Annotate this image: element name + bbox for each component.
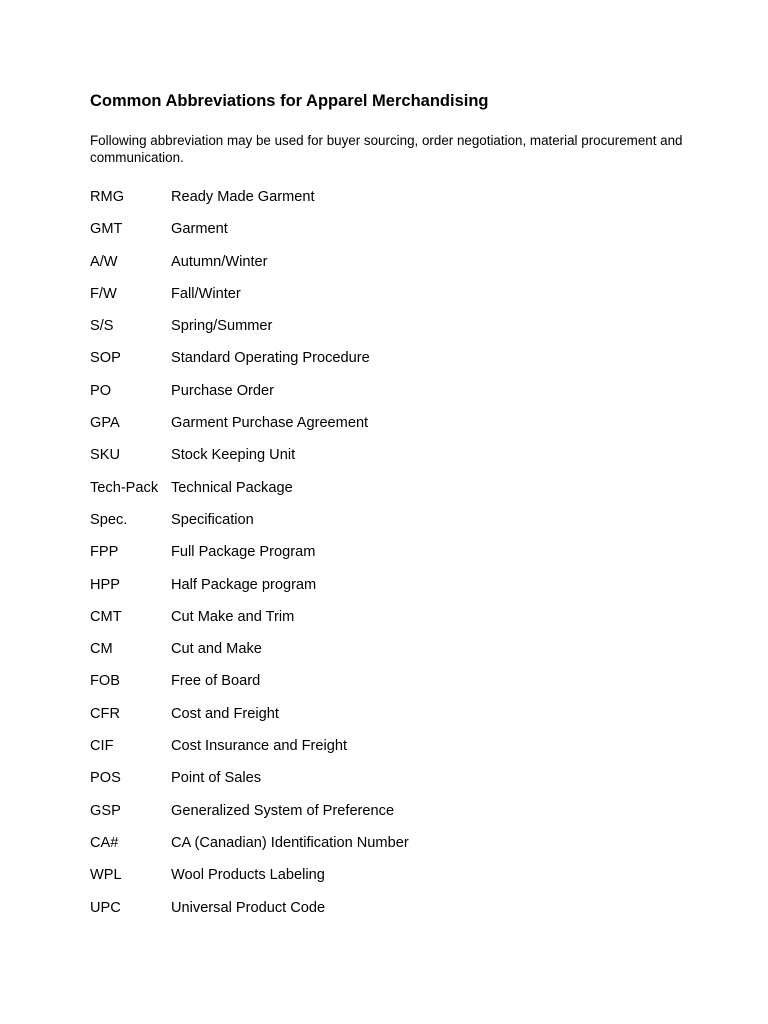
abbreviation: GMT <box>90 221 123 238</box>
list-item <box>90 412 690 444</box>
abbreviation-meaning: Half Package program <box>171 576 317 593</box>
abbreviation: CFR <box>90 705 120 722</box>
abbreviation-list <box>90 186 690 929</box>
abbreviation-meaning: Standard Operating Procedure <box>171 350 370 367</box>
abbreviation: PO <box>90 382 112 399</box>
abbreviation-meaning: Universal Product Code <box>171 899 326 916</box>
list-item <box>90 347 690 379</box>
list-item <box>90 541 690 573</box>
abbreviation-meaning: Specification <box>171 511 254 528</box>
list-item <box>90 186 690 218</box>
abbreviation: CA# <box>90 834 119 851</box>
abbreviation: UPC <box>90 899 121 916</box>
abbreviation: GSP <box>90 802 121 819</box>
list-item <box>90 251 690 283</box>
list-item <box>90 477 690 509</box>
abbreviation: F/W <box>90 285 117 302</box>
abbreviation-meaning: Garment Purchase Agreement <box>171 415 369 432</box>
abbreviation: A/W <box>90 253 118 270</box>
abbreviation-meaning: Point of Sales <box>171 770 262 787</box>
list-item <box>90 315 690 347</box>
abbreviation-meaning: Cut and Make <box>171 641 262 658</box>
abbreviation-meaning: Fall/Winter <box>171 285 241 302</box>
abbreviation-meaning: Spring/Summer <box>171 318 273 335</box>
list-item <box>90 767 690 799</box>
abbreviation-meaning: Ready Made Garment <box>171 189 315 205</box>
abbreviation-meaning: Technical Package <box>171 479 293 496</box>
list-item <box>90 509 690 541</box>
abbreviation: HPP <box>90 576 121 593</box>
abbreviation: FPP <box>90 544 119 561</box>
list-item <box>90 283 690 315</box>
abbreviation: S/S <box>90 318 114 335</box>
list-item <box>90 832 690 864</box>
abbreviation-meaning: Free of Board <box>171 673 261 690</box>
abbreviation: GPA <box>90 415 120 432</box>
list-item <box>90 218 690 250</box>
list-item <box>90 606 690 638</box>
abbreviation: SOP <box>90 350 121 367</box>
abbreviation: RMG <box>90 189 125 205</box>
abbreviation: WPL <box>90 867 122 884</box>
list-item <box>90 897 690 929</box>
abbreviation-meaning: Garment <box>171 221 228 238</box>
list-item <box>90 800 690 832</box>
abbreviation-meaning: Autumn/Winter <box>171 253 268 270</box>
abbreviation-meaning: Full Package Program <box>171 544 316 561</box>
abbreviation: CIF <box>90 738 114 755</box>
list-item <box>90 670 690 702</box>
abbreviation: CM <box>90 641 113 658</box>
list-item <box>90 444 690 476</box>
abbreviation: Spec. <box>90 511 128 528</box>
abbreviation-meaning: Stock Keeping Unit <box>171 447 296 464</box>
list-item <box>90 735 690 767</box>
list-item <box>90 864 690 896</box>
abbreviation-meaning: Cost Insurance and Freight <box>171 738 348 755</box>
abbreviation-meaning: Generalized System of Preference <box>171 802 395 819</box>
list-item <box>90 380 690 412</box>
abbreviation-meaning: CA (Canadian) Identification Number <box>171 834 409 851</box>
abbreviation-meaning: Cost and Freight <box>171 705 279 722</box>
abbreviation-meaning: Purchase Order <box>171 382 275 399</box>
list-item <box>90 638 690 670</box>
page-title: Common Abbreviations for Apparel Merchandising <box>90 92 489 110</box>
abbreviation-meaning: Cut Make and Trim <box>171 608 295 625</box>
abbreviation: POS <box>90 770 121 787</box>
intro-paragraph: Following abbreviation may be used for buyer sourcing, order negotiation, material procurement and communication. <box>90 133 683 165</box>
abbreviation: CMT <box>90 608 122 625</box>
list-item <box>90 703 690 735</box>
abbreviation: Tech-Pack <box>90 479 159 496</box>
abbreviation-meaning: Wool Products Labeling <box>171 867 325 884</box>
abbreviation: SKU <box>90 447 121 464</box>
abbreviation: FOB <box>90 673 120 690</box>
list-item <box>90 574 690 606</box>
